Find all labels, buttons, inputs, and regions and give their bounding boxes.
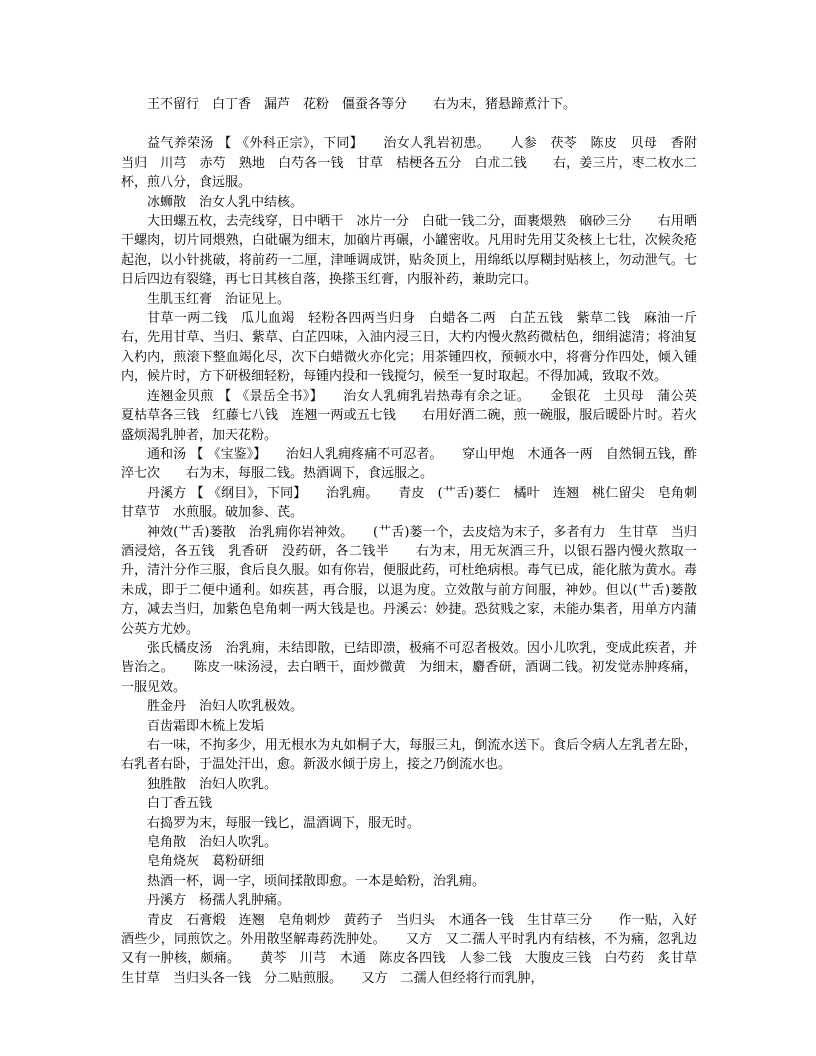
paragraph: 冰蛳散 治女人乳中结核。 xyxy=(147,194,304,210)
paragraph: 张氏橘皮汤 治乳痈，未结即散，已结即溃，极痛不可忍者极效。因小儿吹乳，变成此疾者，并皆治之。 陈皮一味汤浸，去白晒干，面炒微黄 为细末，麝香研，酒调二钱。初发觉赤肿疼痛，一服见效。 xyxy=(121,640,697,695)
paragraph: 皂角散 治妇人吹乳。 xyxy=(147,835,278,851)
document-body xyxy=(121,95,724,988)
paragraph: 右一味，不拘多少，用无根水为丸如桐子大，每服三丸，倒流水送下。食后令病人左乳者左卧，右乳者右卧，于温处汗出，愈。新汲水倾于房上，接之乃倒流水也。 xyxy=(121,738,697,773)
paragraph: 热酒一杯，调一字，顷间揉散即愈。一本是蛤粉，治乳痈。 xyxy=(147,873,486,889)
paragraph: 白丁香五钱 xyxy=(147,796,213,812)
paragraph: 青皮 石膏煅 连翘 皂角刺炒 黄药子 当归头 木通各一钱 生甘草三分 作一贴，入好酒些少，同煎饮之。外用散坚解毒药洗肿处。 又方 又二孺人平时乳内有结核，不为痛，忽乳边又有一肿核，颇痛。 黄芩 川芎 木通 陈皮各四钱 人参二钱 大腹皮三钱 白芍药 炙甘草 生甘草 当归头各一钱 分二贴煎服。 又方 二孺人但经将行而乳肿， xyxy=(121,912,711,986)
paragraph: 王不留行 白丁香 漏芦 花粉 僵蚕各等分 右为末，猪悬蹄煮汁下。 xyxy=(147,97,577,112)
paragraph: 连翘金贝煎 【 《景岳全书》】 治女人乳痈乳岩热毒有余之证。 金银花 土贝母 蒲公英 夏枯草各三钱 红藤七八钱 连翘一两或五七钱 右用好酒二碗，煎一碗服，服后暖卧片时。若火盛烦渴乳肿者，加天花粉。 xyxy=(121,388,711,443)
paragraph: 百齿霜即木梳上发垢 xyxy=(147,718,265,734)
paragraph: 胜金丹 治妇人吹乳极效。 xyxy=(147,699,304,715)
paragraph: 右捣罗为末，每服一钱匕，温酒调下，服无时。 xyxy=(147,815,421,831)
paragraph: 神效(艹舌)蒌散 治乳痈你岩神效。 (艹舌)蒌一个，去皮焙为末子，多者有力 生甘草 当归酒浸焙，各五钱 乳香研 没药研，各二钱半 右为末，用无灰酒三升，以银石器内慢火熬取一升，清汁分作三服，食后良久服。如有你岩，便服此药，可杜绝病根。毒气已成，能化脓为黄水。毒未成，即于二便中通利。如疾甚，再合服，以退为度。立效散与前方间服，神妙。但以(艹舌)蒌散方，减去当归，加紫色皂角刺一两大钱是也。丹溪云：妙捷。恐贫贱之家，未能办集者，用单方内蒲公英方尤妙。 xyxy=(121,524,697,637)
paragraph: 大田螺五枚，去壳线穿，日中晒干 冰片一分 白砒一钱二分，面裹煨熟 硇砂三分 右用晒干螺肉，切片同煨熟，白砒碾为细末，加硇片再碾，小罐密收。凡用时先用艾灸核上七壮，次候灸疮起泡，以小针挑破，将前药一二厘，津唾调成饼，贴灸顶上，用绵纸以厚糊封贴核上，勿动泄气。七日后四边有裂缝，再七日其核自落，换搽玉红膏，内服补药，兼助完口。 xyxy=(121,214,697,288)
paragraph: 丹溪方 杨孺人乳肿痛。 xyxy=(147,893,291,909)
paragraph: 益气养荣汤 【 《外科正宗》，下同】 治女人乳岩初患。 人参 茯苓 陈皮 贝母 香附 当归 川芎 赤芍 熟地 白芍各一钱 甘草 桔梗各五分 白朮二钱 右，姜三片，枣二枚水二杯，煎八分，食远服。 xyxy=(121,136,711,191)
paragraph: 通和汤 【 《宝鉴》】 治妇人乳痈疼痛不可忍者。 穿山甲炮 木通各一两 自然铜五钱，酢淬七次 右为末，每服二钱。热酒调下，食远服之。 xyxy=(121,446,697,482)
paragraph: 甘草一两二钱 瓜儿血竭 轻粉各四两当归身 白蜡各二两 白芷五钱 紫草二钱 麻油一斤 右，先用甘草、当归、紫草、白芷四味，入油内浸三日，大杓内慢火熬药微枯色，细绢滤清；将油复入杓内，煎滚下整血竭化尽，次下白蜡微火亦化完；用茶锺四枚，预顿水中，将膏分作四处，倾入锺内，候片时，方下研极细轻粉，每锺内投和一钱搅匀，候至一复时取起。不得加减，致取不效。 xyxy=(121,311,724,385)
paragraph: 生肌玉红膏 治证见上。 xyxy=(147,291,291,307)
paragraph: 独胜散 治妇人吹乳。 xyxy=(147,776,278,792)
paragraph: 丹溪方 【 《纲目》，下同】 治乳痈。 青皮 (艹舌)蒌仁 橘叶 连翘 桃仁留尖 皂角刺 甘草节 水煎服。破加参、芪。 xyxy=(121,485,711,521)
paragraph: 皂角烧灰 葛粉研细 xyxy=(147,854,265,870)
